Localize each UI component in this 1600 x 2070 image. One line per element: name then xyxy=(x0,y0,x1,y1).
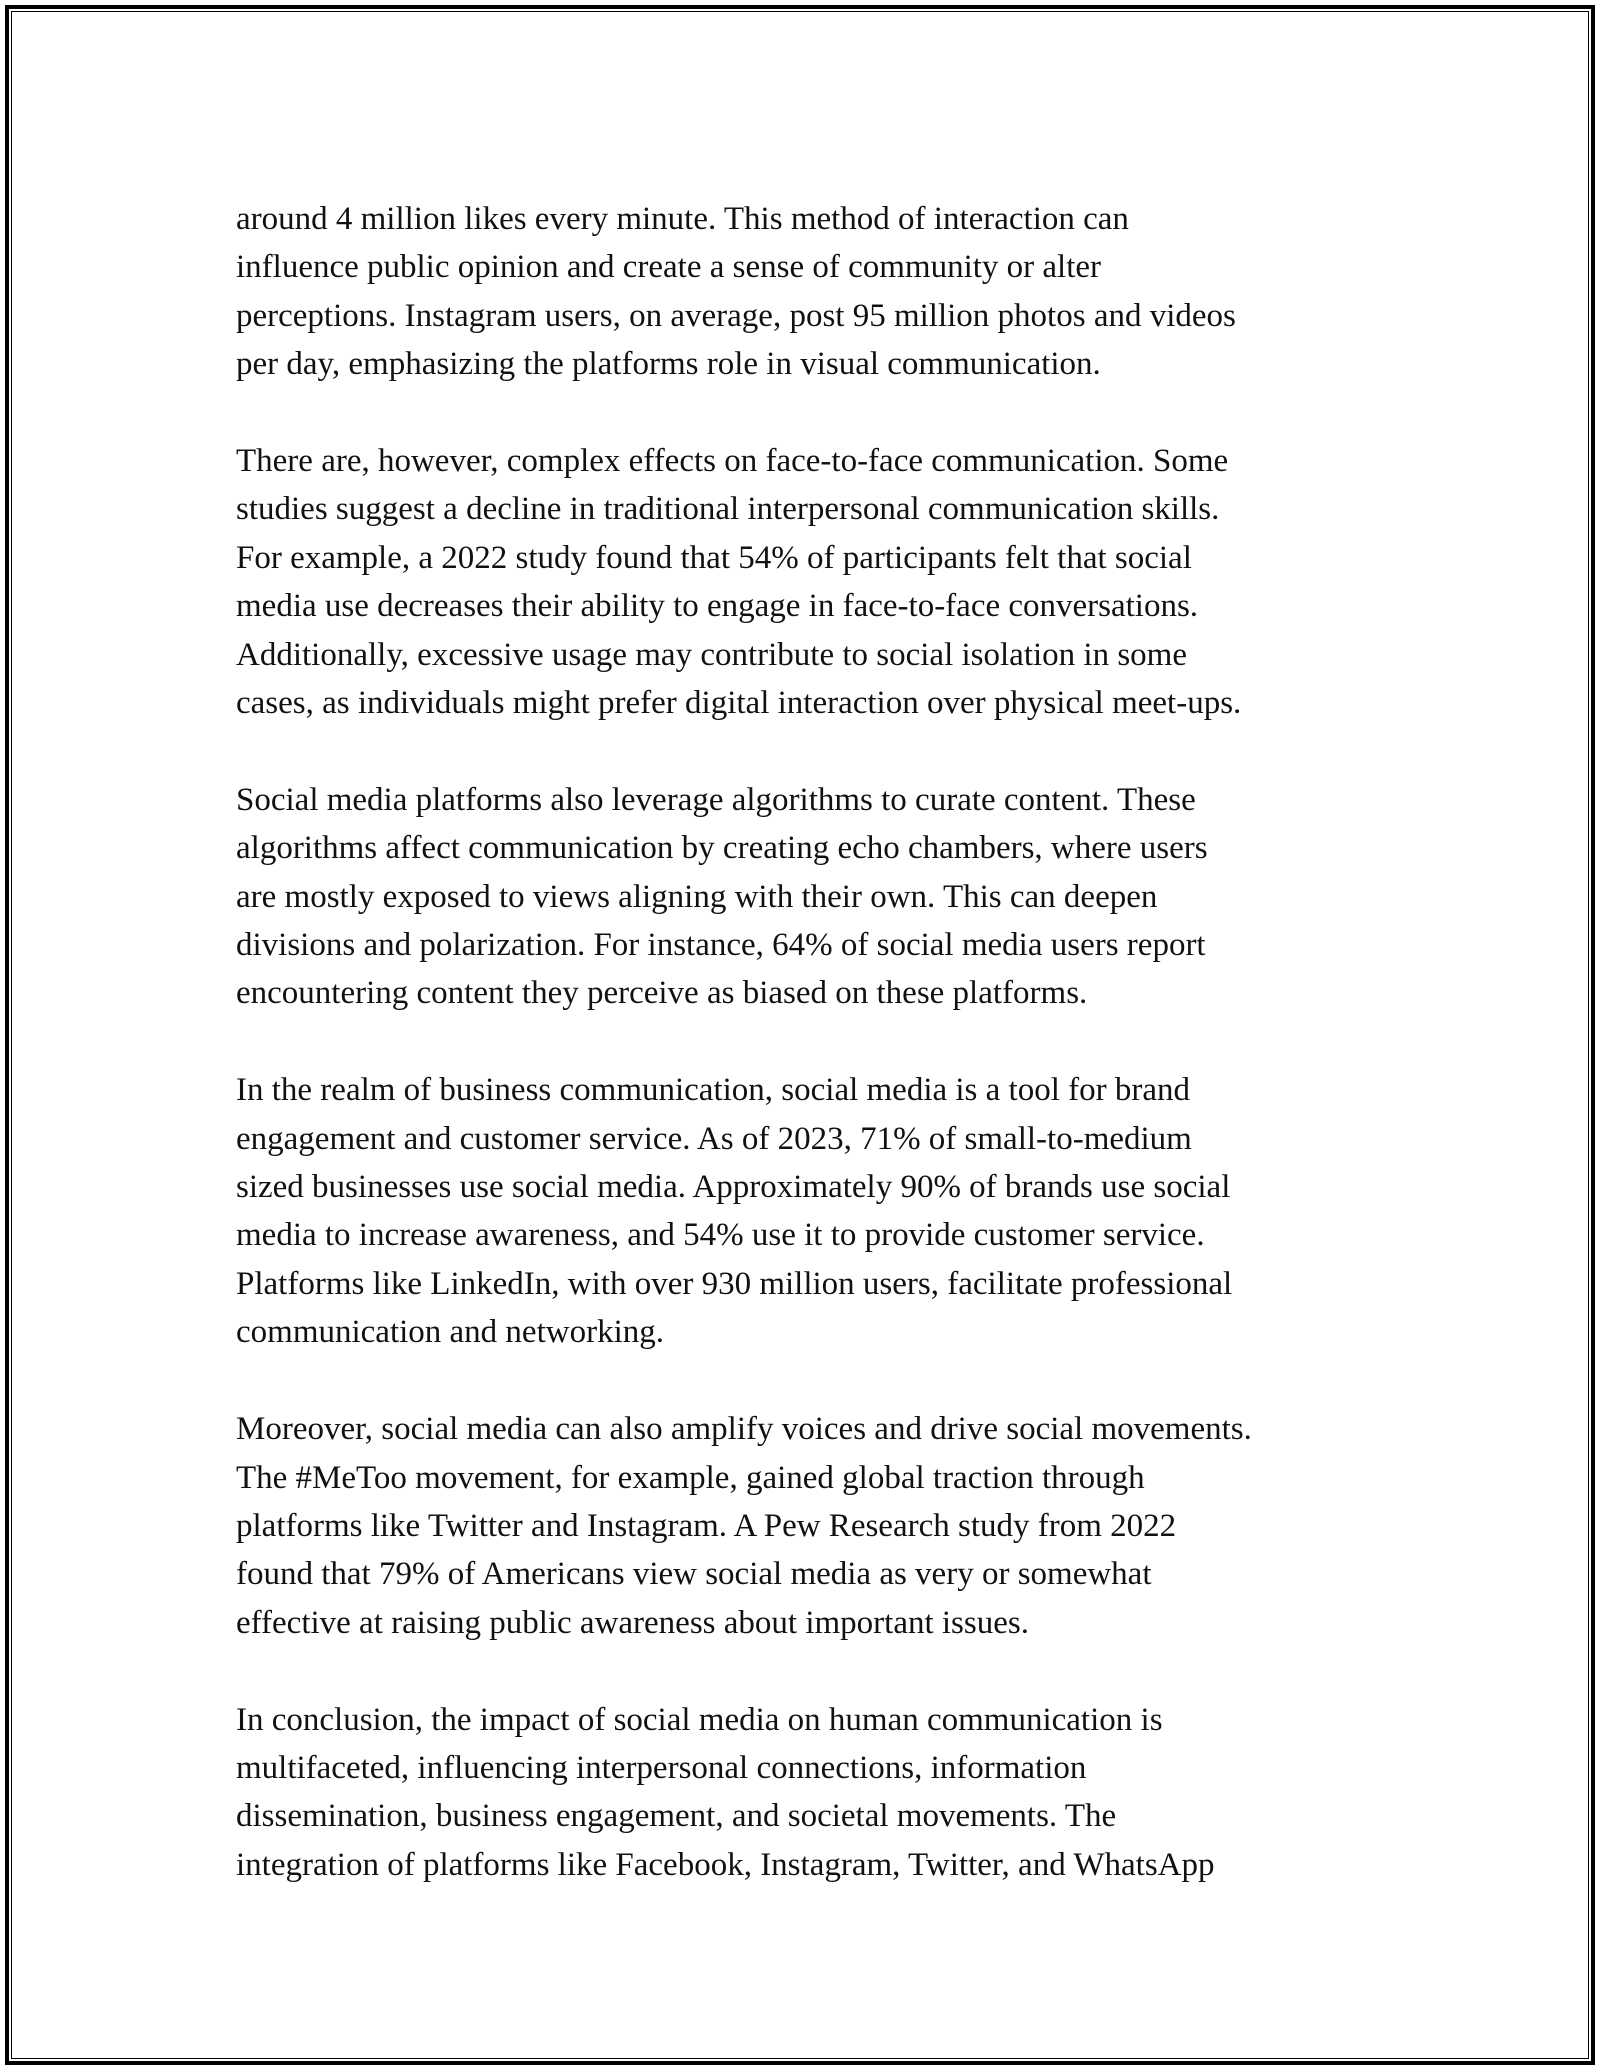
text-line: platforms like Twitter and Instagram. A Pew Research study from 2022 xyxy=(236,1507,1177,1544)
text-line: In the realm of business communication, social media is a tool for brand xyxy=(236,1072,1191,1109)
text-line: influence public opinion and create a sense of community or alter xyxy=(236,249,1102,286)
paragraph-4 xyxy=(236,1066,1396,1356)
page-border xyxy=(5,5,1595,2065)
text-line: media to increase awareness, and 54% use it to provide customer service. xyxy=(236,1217,1205,1254)
paragraph-3 xyxy=(236,776,1396,1018)
text-line: found that 79% of Americans view social media as very or somewhat xyxy=(236,1556,1152,1593)
text-line: algorithms affect communication by creating echo chambers, where users xyxy=(236,830,1208,867)
text-line: sized businesses use social media. Approximately 90% of brands use social xyxy=(236,1169,1231,1206)
text-line: There are, however, complex effects on face-to-face communication. Some xyxy=(236,443,1229,480)
text-line: around 4 million likes every minute. This method of interaction can xyxy=(236,201,1129,237)
text-line: studies suggest a decline in traditional interpersonal communication skills. xyxy=(236,491,1220,528)
text-line: multifaceted, influencing interpersonal connections, information xyxy=(236,1749,1087,1786)
document-body xyxy=(236,195,1396,1938)
text-line: are mostly exposed to views aligning with their own. This can deepen xyxy=(236,878,1158,915)
text-line: integration of platforms like Facebook, Instagram, Twitter, and WhatsApp xyxy=(236,1846,1215,1883)
text-line: cases, as individuals might prefer digital interaction over physical meet-ups. xyxy=(236,685,1242,722)
text-line: In conclusion, the impact of social media on human communication is xyxy=(236,1701,1163,1738)
text-line: engagement and customer service. As of 2023, 71% of small-to-medium xyxy=(236,1120,1192,1157)
text-line: media use decreases their ability to engage in face-to-face conversations. xyxy=(236,588,1199,625)
paragraph-5 xyxy=(236,1405,1396,1647)
text-line: perceptions. Instagram users, on average, post 95 million photos and videos xyxy=(236,297,1236,334)
text-line: per day, emphasizing the platforms role in visual communication. xyxy=(236,346,1101,383)
text-line: dissemination, business engagement, and societal movements. The xyxy=(236,1798,1117,1835)
text-line: For example, a 2022 study found that 54% of participants felt that social xyxy=(236,539,1192,576)
paragraph-2 xyxy=(236,437,1396,727)
paragraph-6 xyxy=(236,1696,1396,1890)
text-line: encountering content they perceive as biased on these platforms. xyxy=(236,975,1088,1012)
paragraph-1 xyxy=(236,195,1396,389)
text-line: Social media platforms also leverage algorithms to curate content. These xyxy=(236,781,1196,818)
text-line: divisions and polarization. For instance, 64% of social media users report xyxy=(236,927,1206,964)
text-line: The #MeToo movement, for example, gained global traction through xyxy=(236,1459,1145,1496)
text-line: Moreover, social media can also amplify voices and drive social movements. xyxy=(236,1411,1252,1448)
text-line: Platforms like LinkedIn, with over 930 million users, facilitate professional xyxy=(236,1265,1233,1302)
text-line: effective at raising public awareness about important issues. xyxy=(236,1604,1029,1641)
text-line: Additionally, excessive usage may contribute to social isolation in some xyxy=(236,636,1187,673)
text-line: communication and networking. xyxy=(236,1314,664,1351)
